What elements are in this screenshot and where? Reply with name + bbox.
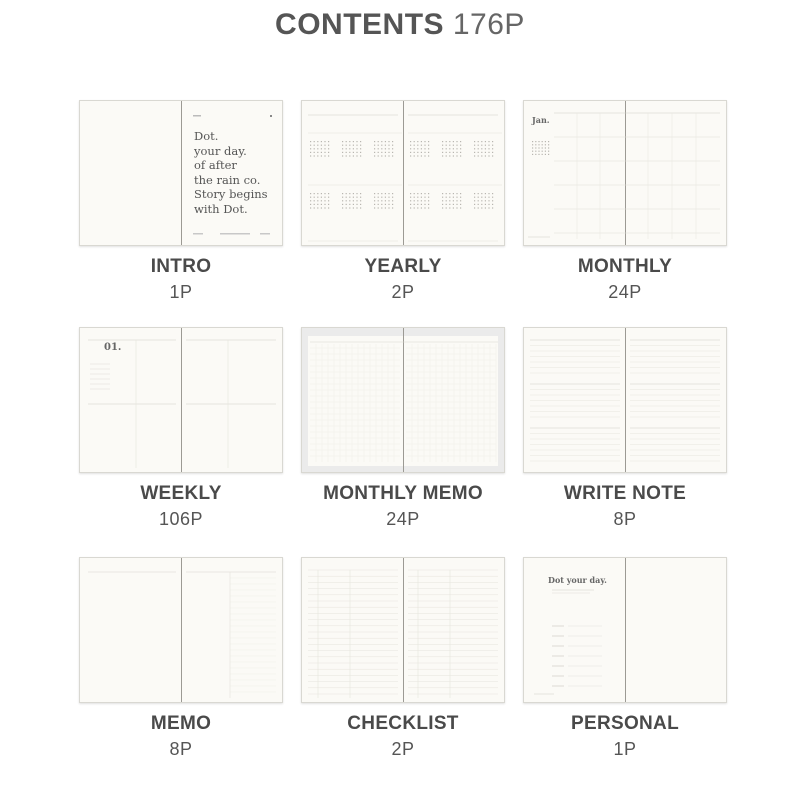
contents-item-yearly <box>301 100 505 303</box>
contents-item-intro <box>79 100 283 303</box>
item-page-count: 2P <box>391 282 415 302</box>
page-title <box>0 8 800 42</box>
item-page-count: 1P <box>169 282 193 302</box>
personal-heading: Dot your day. <box>548 575 607 585</box>
item-page-count: 8P <box>613 509 637 529</box>
title-main: CONTENTS <box>275 8 445 41</box>
item-label: YEARLY <box>364 256 442 277</box>
intro-page-preview <box>79 100 283 246</box>
item-page-count: 8P <box>169 739 193 759</box>
weekly-page-preview <box>79 327 283 473</box>
item-page-count: 24P <box>386 509 420 529</box>
contents-item-checklist <box>301 557 505 760</box>
contents-item-monthly-memo <box>301 327 505 530</box>
yearly-page-preview <box>301 100 505 246</box>
contents-item-memo <box>79 557 283 760</box>
item-label: MONTHLY <box>577 256 673 277</box>
contents-item-personal <box>523 557 727 760</box>
item-label: WEEKLY <box>140 483 222 504</box>
item-label: PERSONAL <box>571 713 679 734</box>
item-label: CHECKLIST <box>347 713 459 734</box>
item-label: WRITE NOTE <box>563 483 687 504</box>
personal-page-preview <box>523 557 727 703</box>
item-page-count: 106P <box>158 509 204 529</box>
checklist-page-preview <box>301 557 505 703</box>
monthly-memo-page-preview <box>301 327 505 473</box>
title-page-count: 176P <box>452 8 525 41</box>
contents-item-weekly <box>79 327 283 530</box>
item-label: MONTHLY MEMO <box>323 483 483 504</box>
weekly-number: 01. <box>104 342 122 353</box>
item-page-count: 2P <box>391 739 415 759</box>
monthly-page-preview <box>523 100 727 246</box>
item-label: INTRO <box>150 256 212 277</box>
item-page-count: 24P <box>608 282 642 302</box>
memo-page-preview <box>79 557 283 703</box>
contents-item-monthly <box>523 100 727 303</box>
contents-item-write-note <box>523 327 727 530</box>
write-note-page-preview <box>523 327 727 473</box>
item-label: MEMO <box>150 713 212 734</box>
monthly-month-label: Jan. <box>532 115 550 125</box>
intro-page-text: Dot. your day. of after the rain co. Story begins with Dot. <box>194 129 268 216</box>
item-page-count: 1P <box>613 739 637 759</box>
